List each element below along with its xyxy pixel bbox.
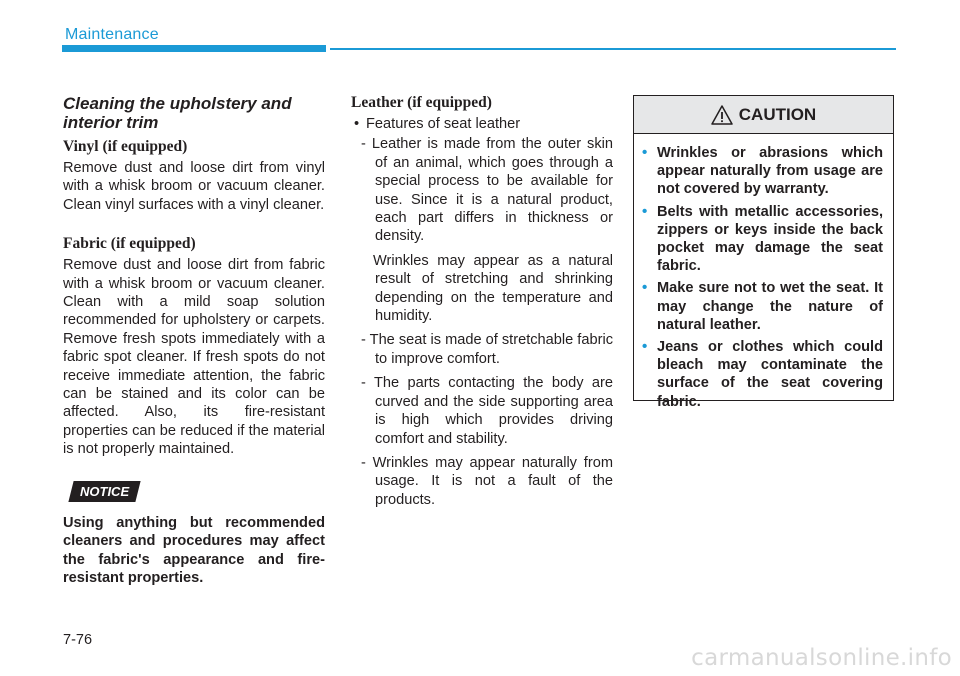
leather-item-1-continued: Wrinkles may appear as a natural result of stretching and shrinking depending on the temperature and humidity. (373, 252, 613, 325)
leather-item-1: - Leather is made from the outer skin of an animal, which goes through a special process to be available for use. Since it is a natural product, each part differs in thickness or density. (361, 136, 613, 245)
bullet-dot-icon: • (642, 338, 648, 356)
leather-item-3: - The parts contacting the body are curved and the side supporting area is high which provides driving comfort and stability. (361, 375, 613, 447)
section-header-title: Maintenance (65, 26, 159, 43)
page-number: 7-76 (63, 632, 93, 648)
features-bullet (351, 115, 613, 133)
vinyl-heading: Vinyl (if equipped) (63, 138, 188, 155)
caution-item: • Wrinkles or abrasions which appear naturally from usage are not covered by warranty. (642, 144, 883, 198)
leather-heading: Leather (if equipped) (351, 94, 492, 111)
header-accent-bar (62, 45, 326, 52)
section-title (63, 94, 325, 132)
left-column (63, 94, 325, 587)
fabric-text: Remove dust and loose dirt from fabric with a whisk broom or vacuum cleaner. Clean with a mild soap solution recommended for upholstery or carpets. Remove fresh spots immediately with a fabric spot cleaner. If fresh spots do not receive immediate attention, the fabric can be stained and its color can be affected. Also, its fire-resistant properties can be reduced if the material is not properly maintained. (63, 257, 325, 458)
vinyl-text: Remove dust and loose dirt from vinyl with a whisk broom or vacuum cleaner. Clean vinyl surfaces with a vinyl cleaner. (63, 160, 325, 213)
section-title-line1: Cleaning the upholstery and (63, 94, 292, 113)
caution-header (634, 96, 893, 134)
notice-label: NOTICE (80, 483, 130, 499)
leather-item-4: - Wrinkles may appear naturally from usage. It is not a fault of the products. (361, 454, 613, 508)
bullet-dot-icon: • (642, 279, 648, 297)
watermark-text: carmanualsonline.info (691, 645, 952, 671)
bullet-dot-icon: • (642, 144, 648, 161)
notice-badge (68, 481, 140, 502)
section-title-line2: interior trim (63, 113, 159, 132)
header-divider-line (330, 48, 896, 50)
warning-triangle-icon (711, 105, 733, 125)
leather-item-2: - The seat is made of stretchable fabric to improve comfort. (361, 332, 613, 367)
features-label: Features of seat leather (366, 116, 521, 132)
caution-title: CAUTION (738, 104, 817, 124)
fabric-heading: Fabric (if equipped) (63, 235, 196, 253)
caution-item: • Jeans or clothes which could bleach may contaminate the surface of the seat covering fabric. (642, 338, 883, 410)
middle-column (351, 94, 613, 509)
notice-text: Using anything but recommended cleaners and procedures may affect the fabric's appearance and fire-resistant properties. (63, 514, 325, 586)
caution-item: • Make sure not to wet the seat. It may change the nature of natural leather. (642, 279, 883, 333)
bullet-dot-icon: • (354, 116, 360, 132)
caution-box (633, 95, 894, 410)
bullet-dot-icon: • (642, 202, 648, 220)
caution-list (634, 134, 893, 411)
caution-item: • Belts with metallic accessories, zippers or keys inside the back pocket may damage the seat fabric. (642, 202, 883, 275)
